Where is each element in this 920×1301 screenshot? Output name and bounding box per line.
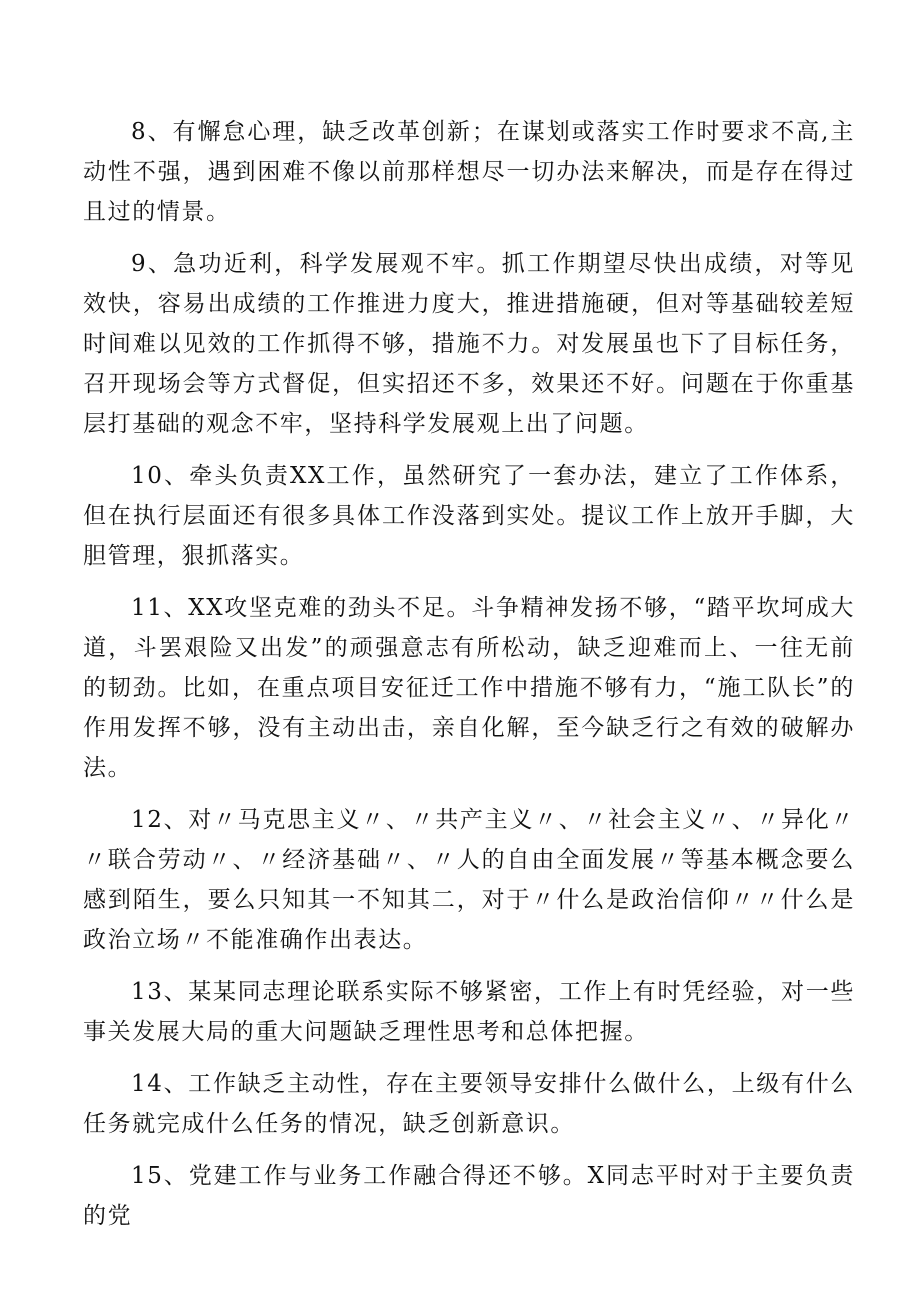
- paragraph-item-13: 13、某某同志理论联系实际不够紧密，工作上有时凭经验，对一些事关发展大局的重大问题缺乏理性思考和总体把握。: [83, 979, 855, 1045]
- document-body: [83, 112, 855, 1248]
- paragraph-item-14: 14、工作缺乏主动性，存在主要领导安排什么做什么，上级有什么任务就完成什么任务的情况，缺乏创新意识。: [83, 1071, 855, 1137]
- paragraph-item-10: 10、牵头负责XX工作，虽然研究了一套办法，建立了工作体系，但在执行层面还有很多具体工作没落到实处。提议工作上放开手脚，大胆管理，狠抓落实。: [83, 463, 855, 569]
- paragraph-item-8: 8、有懈怠心理，缺乏改革创新；在谋划或落实工作时要求不高,主动性不强，遇到困难不像以前那样想尽一切办法来解决，而是存在得过且过的情景。: [83, 119, 855, 225]
- paragraph-item-12: 12、对〃马克思主义〃、〃共产主义〃、〃社会主义〃、〃异化〃〃联合劳动〃、〃经济基础〃、〃人的自由全面发展〃等基本概念要么感到陌生，要么只知其一不知其二，对于〃什么是政治信仰〃〃什么是政治立场〃不能准确作出表达。: [83, 807, 855, 953]
- paragraph-item-15: 15、党建工作与业务工作融合得还不够。X同志平时对于主要负责的党: [83, 1163, 855, 1229]
- paragraph-item-11: 11、XX攻坚克难的劲头不足。斗争精神发扬不够，“踏平坎坷成大道，斗罢艰险又出发”的顽强意志有所松动，缺乏迎难而上、一往无前的韧劲。比如，在重点项目安征迁工作中措施不够有力，“施工队长”的作用发挥不够，没有主动出击，亲自化解，至今缺乏行之有效的破解办法。: [83, 595, 855, 781]
- paragraph-item-9: 9、急功近利，科学发展观不牢。抓工作期望尽快出成绩，对等见效快，容易出成绩的工作推进力度大，推进措施硬，但对等基础较差短时间难以见效的工作抓得不够，措施不力。对发展虽也下了目标任务，召开现场会等方式督促，但实招还不多，效果还不好。问题在于你重基层打基础的观念不牢，坚持科学发展观上出了问题。: [83, 251, 855, 437]
